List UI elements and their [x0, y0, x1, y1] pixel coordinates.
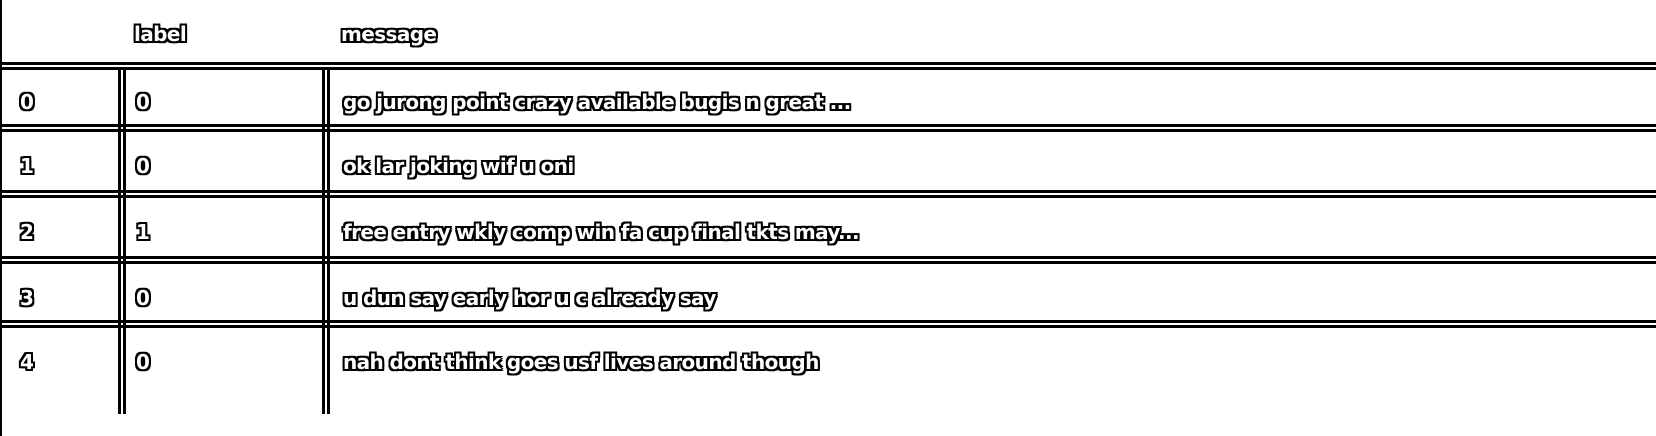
- table-row: [2, 70, 1656, 130]
- header-divider: [2, 62, 1656, 70]
- table-row: [2, 266, 1656, 326]
- table-row: [2, 134, 1656, 194]
- table-row: [2, 200, 1656, 260]
- row-index: 2: [20, 220, 34, 244]
- cell-message: go jurong point crazy available bugis n great ...: [343, 90, 851, 114]
- column-header-label: label: [134, 22, 187, 46]
- cell-message: ok lar joking wif u oni: [343, 154, 574, 178]
- row-index: 0: [20, 90, 34, 114]
- row-index: 1: [20, 154, 34, 178]
- cell-label: 0: [136, 350, 150, 374]
- cell-label: 0: [136, 286, 150, 310]
- row-index: 3: [20, 286, 34, 310]
- cell-message: u dun say early hor u c already say: [343, 286, 716, 310]
- cell-label: 1: [136, 220, 150, 244]
- row-index: 4: [20, 350, 34, 374]
- cell-label: 0: [136, 90, 150, 114]
- column-header-message: message: [341, 22, 437, 46]
- table-row: [2, 330, 1656, 390]
- cell-label: 0: [136, 154, 150, 178]
- cell-message: nah dont think goes usf lives around though: [343, 350, 819, 374]
- cell-message: free entry wkly comp win fa cup final tkts may...: [343, 220, 860, 244]
